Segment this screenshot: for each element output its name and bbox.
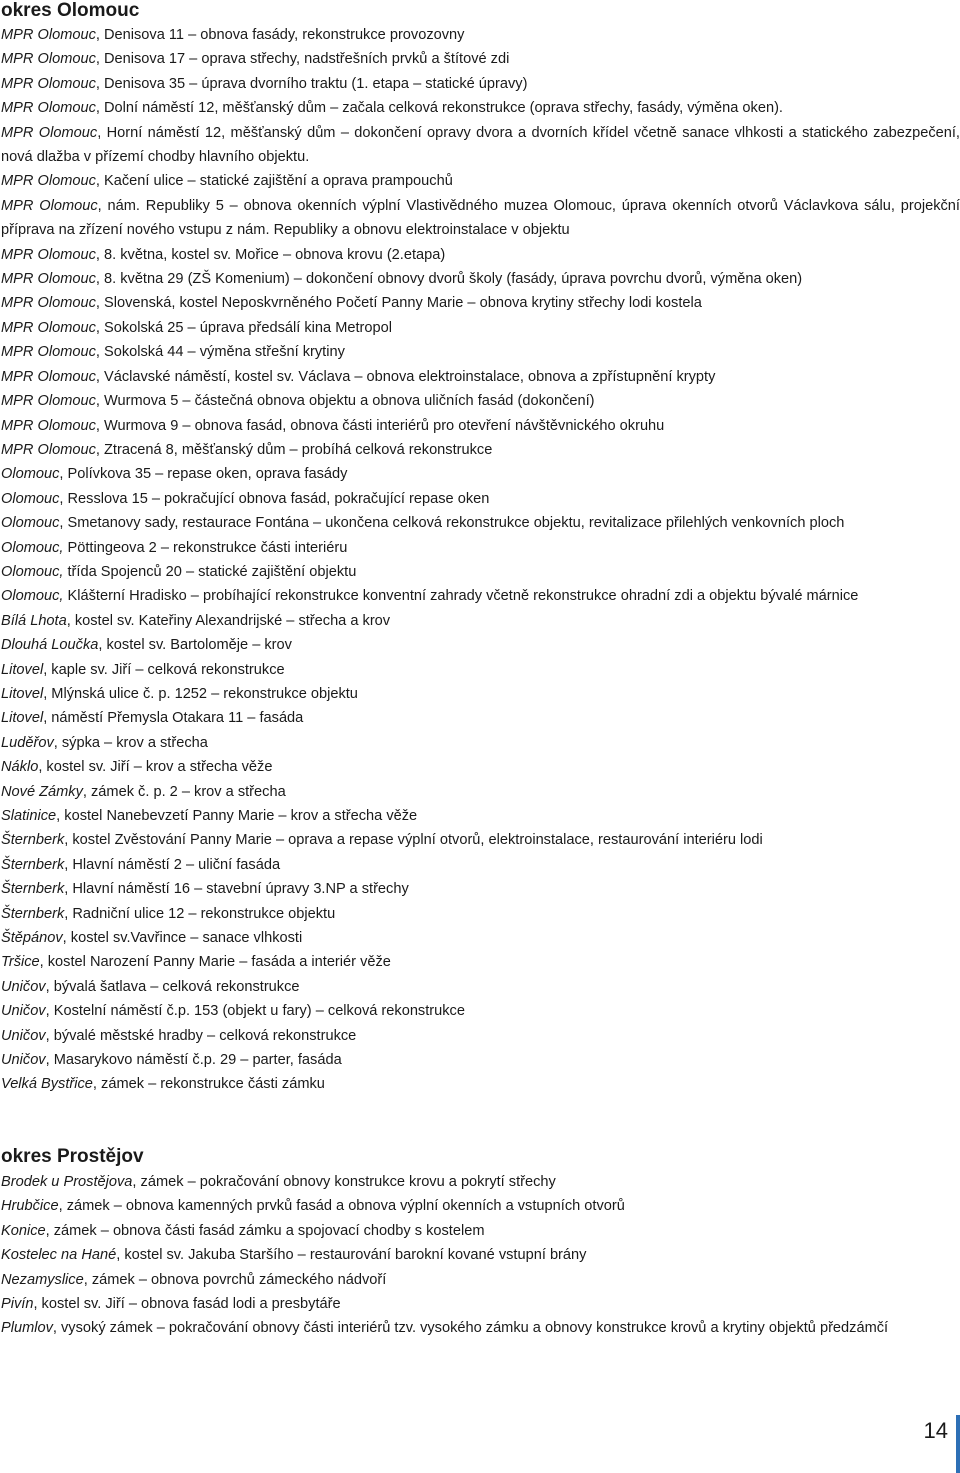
list-item	[0, 999, 960, 1023]
list-item	[0, 609, 960, 633]
entry-description: , Denisova 35 – úprava dvorního traktu (1. etapa – statické úpravy)	[95, 75, 528, 92]
list-item	[0, 47, 960, 71]
entry-place: Kostelec na Hané	[1, 1247, 117, 1264]
entry-description: , Denisova 11 – obnova fasády, rekonstrukce provozovny	[95, 27, 465, 43]
entry-place: Olomouc	[1, 515, 60, 532]
list-item	[0, 975, 960, 999]
entry-place: MPR Olomouc	[1, 51, 96, 68]
entry-description: , Sokolská 25 – úprava předsálí kina Metropol	[95, 319, 392, 336]
entry-place: Brodek u Prostějova	[1, 1174, 133, 1190]
entry-description: , Resslova 15 – pokračující obnova fasád, pokračující repase oken	[59, 490, 490, 507]
list-item	[0, 1048, 960, 1072]
entry-description: , kaple sv. Jiří – celková rekonstrukce	[43, 661, 285, 678]
entry-description: , Radniční ulice 12 – rekonstrukce objektu	[64, 905, 336, 922]
list-item	[0, 243, 960, 267]
entry-place: MPR Olomouc	[1, 197, 98, 214]
list-item	[0, 950, 960, 974]
entry-description: , Hlavní náměstí 16 – stavební úpravy 3.NP a střechy	[64, 881, 409, 898]
entry-place: MPR Olomouc	[1, 344, 96, 361]
list-item	[0, 365, 960, 389]
entry-list-prostejov	[0, 1170, 960, 1341]
list-item	[0, 633, 960, 657]
entry-description: , kostel sv. Jakuba Staršího – restaurování barokní kované vstupní brány	[116, 1247, 587, 1264]
entry-description: , Wurmova 9 – obnova fasád, obnova části interiérů pro otevření návštěvnického okruhu	[95, 417, 665, 434]
page-number: 14	[923, 1418, 948, 1443]
entry-place: MPR Olomouc	[1, 441, 96, 458]
entry-description: , kostel sv.Vavřince – sanace vlhkosti	[62, 930, 303, 947]
entry-description: , kostel sv. Bartoloměje – krov	[98, 637, 292, 654]
entry-place: Štěpánov	[1, 930, 63, 947]
entry-place: Šternberk	[1, 832, 65, 849]
entry-place: Náklo	[1, 759, 39, 776]
list-item	[0, 1268, 960, 1292]
list-item	[0, 1024, 960, 1048]
list-item	[0, 1219, 960, 1243]
entry-description: třída Spojenců 20 – statické zajištění objektu	[63, 563, 357, 580]
entry-description: , Václavské náměstí, kostel sv. Václava – obnova elektroinstalace, obnova a zpřístupnění krypty	[95, 368, 716, 385]
list-item	[0, 780, 960, 804]
entry-place: Uničov	[1, 1027, 46, 1044]
entry-place: Velká Bystřice	[1, 1076, 93, 1093]
list-item	[0, 389, 960, 413]
entry-description: , Smetanovy sady, restaurace Fontána – ukončena celková rekonstrukce objektu, revitalizace přilehlých venkovních ploch	[59, 515, 845, 532]
list-item	[0, 706, 960, 730]
entry-description: , Kačení ulice – statické zajištění a oprava prampouchů	[95, 173, 453, 190]
list-item	[0, 487, 960, 511]
list-item	[0, 291, 960, 315]
entry-place: MPR Olomouc	[1, 173, 96, 190]
entry-description: , Denisova 17 – oprava střechy, nadstřešních prvků a štítové zdi	[95, 51, 510, 68]
entry-description: , Wurmova 5 – částečná obnova objektu a obnova uličních fasád (dokončení)	[95, 393, 595, 410]
entry-place: MPR Olomouc	[1, 393, 96, 410]
list-item	[0, 121, 960, 170]
entry-place: MPR Olomouc	[1, 295, 96, 312]
entry-description: , bývalé městské hradby – celková rekonstrukce	[45, 1027, 357, 1044]
list-item	[0, 828, 960, 852]
entry-description: Klášterní Hradisko – probíhající rekonstrukce konventní zahrady včetně rekonstrukce ohradní zdi a objektu bývalé márnice	[63, 588, 859, 605]
list-item	[0, 96, 960, 120]
list-item	[0, 438, 960, 462]
entry-place: MPR Olomouc	[1, 75, 96, 92]
page-edge-rule	[956, 1415, 960, 1473]
entry-description: , kostel sv. Kateřiny Alexandrijské – střecha a krov	[66, 612, 391, 629]
entry-description: , Hlavní náměstí 2 – uliční fasáda	[64, 856, 281, 873]
entry-description: , zámek č. p. 2 – krov a střecha	[82, 783, 286, 800]
entry-description: , kostel sv. Jiří – krov a střecha věže	[38, 759, 273, 776]
list-item	[0, 511, 960, 535]
list-item	[0, 267, 960, 291]
entry-description: , Masarykovo náměstí č.p. 29 – parter, fasáda	[45, 1052, 342, 1069]
list-item	[0, 194, 960, 243]
list-item	[0, 316, 960, 340]
entry-description: , sýpka – krov a střecha	[53, 734, 208, 751]
section-heading-olomouc: okres Olomouc	[1, 0, 140, 21]
entry-place: Luděřov	[1, 734, 54, 751]
entry-description: , kostel Nanebevzetí Panny Marie – krov a střecha věže	[56, 808, 418, 824]
entry-description: , Slovenská, kostel Neposkvrněného Početí Panny Marie – obnova krytiny střechy lodi kostela	[95, 295, 702, 312]
list-item	[0, 804, 960, 828]
entry-description: , zámek – obnova povrchů zámeckého nádvoří	[83, 1271, 387, 1288]
list-item	[0, 536, 960, 560]
entry-description: , bývalá šatlava – celková rekonstrukce	[45, 978, 300, 995]
list-item	[0, 1243, 960, 1267]
list-item	[0, 1072, 960, 1096]
entry-place: Uničov	[1, 1052, 46, 1069]
list-item	[0, 853, 960, 877]
entry-place: Bílá Lhota	[1, 612, 67, 629]
entry-place: Konice	[1, 1222, 46, 1239]
section-heading-prostejov: okres Prostějov	[1, 1146, 144, 1167]
entry-place: Slatinice	[1, 808, 57, 824]
entry-description: , Sokolská 44 – výměna střešní krytiny	[95, 344, 345, 361]
entry-description: , kostel sv. Jiří – obnova fasád lodi a presbytáře	[33, 1296, 341, 1313]
entry-place: MPR Olomouc	[1, 100, 96, 117]
entry-description: , Kostelní náměstí č.p. 153 (objekt u fary) – celková rekonstrukce	[45, 1003, 465, 1020]
entry-place: Litovel	[1, 710, 44, 727]
entry-place: Hrubčice	[1, 1198, 59, 1215]
entry-list-olomouc	[0, 23, 960, 1097]
entry-place: Plumlov	[1, 1320, 53, 1337]
entry-place: Dlouhá Loučka	[1, 637, 99, 654]
entry-place: MPR Olomouc	[1, 417, 96, 434]
entry-description: , Mlýnská ulice č. p. 1252 – rekonstrukce objektu	[43, 685, 358, 702]
entry-description: , kostel Narození Panny Marie – fasáda a interiér věže	[39, 954, 391, 971]
list-item	[0, 340, 960, 364]
entry-description: , zámek – pokračování obnovy konstrukce krovu a pokrytí střechy	[132, 1174, 556, 1190]
entry-place: MPR Olomouc	[1, 124, 98, 141]
entry-description: , kostel Zvěstování Panny Marie – oprava a repase výplní otvorů, elektroinstalace, restaurování interiéru lodi	[64, 832, 763, 849]
entry-description: , Ztracená 8, měšťanský dům – probíhá celková rekonstrukce	[95, 441, 493, 458]
entry-description: , Horní náměstí 12, měšťanský dům – dokončení opravy dvora a dvorních křídel včetně sanace vlhkosti a statického zabezpečení, nová dlažba v přízemí chodby hlavního objektu.	[1, 124, 960, 166]
entry-description: , vysoký zámek – pokračování obnovy části interiérů tzv. vysokého zámku a obnovy konstrukce krovů a krytiny objektů předzámčí	[52, 1320, 889, 1337]
entry-place: Nezamyslice	[1, 1271, 84, 1288]
list-item	[0, 584, 960, 608]
entry-place: MPR Olomouc	[1, 246, 96, 263]
list-item	[0, 462, 960, 486]
entry-place: Pivín	[1, 1296, 34, 1313]
entry-place: Litovel	[1, 661, 44, 678]
entry-place: Litovel	[1, 685, 44, 702]
entry-description: , Polívkova 35 – repase oken, oprava fasády	[59, 466, 348, 483]
entry-place: Olomouc	[1, 490, 60, 507]
list-item	[0, 169, 960, 193]
list-item	[0, 902, 960, 926]
list-item	[0, 1292, 960, 1316]
entry-description: , náměstí Přemysla Otakara 11 – fasáda	[43, 710, 304, 727]
list-item	[0, 1170, 960, 1194]
entry-place: MPR Olomouc	[1, 271, 96, 288]
entry-place: Nové Zámky	[1, 783, 83, 800]
list-item	[0, 755, 960, 779]
entry-description: Pöttingeova 2 – rekonstrukce části interiéru	[63, 539, 348, 556]
entry-description: , zámek – obnova kamenných prvků fasád a obnova výplní okenních a vstupních otvorů	[58, 1198, 625, 1215]
list-item	[0, 1194, 960, 1218]
entry-place: Uničov	[1, 1003, 46, 1020]
entry-place: Uničov	[1, 978, 46, 995]
entry-place: Šternberk	[1, 881, 65, 898]
entry-description: , 8. května, kostel sv. Mořice – obnova krovu (2.etapa)	[95, 246, 446, 263]
entry-place: MPR Olomouc	[1, 368, 96, 385]
entry-place: Šternberk	[1, 905, 65, 922]
list-item	[0, 1316, 960, 1340]
entry-description: , zámek – rekonstrukce části zámku	[92, 1076, 325, 1093]
list-item	[0, 682, 960, 706]
entry-description: , nám. Republiky 5 – obnova okenních výplní Vlastivědného muzea Olomouc, úprava okenních otvorů Václavkova sálu, projekční příprava na zřízení nového vstupu z nám. Republiky a obnovu elektroinstalace v objektu	[1, 197, 960, 239]
entry-description: , 8. května 29 (ZŠ Komenium) – dokončení obnovy dvorů školy (fasády, úprava povrchu dvorů, výměna oken)	[95, 271, 803, 288]
entry-place: MPR Olomouc	[1, 27, 96, 43]
entry-description: , zámek – obnova části fasád zámku a spojovací chodby s kostelem	[45, 1222, 485, 1239]
list-item	[0, 560, 960, 584]
entry-place: Olomouc,	[1, 539, 64, 556]
entry-place: Olomouc,	[1, 588, 64, 605]
entry-place: Olomouc	[1, 466, 60, 483]
list-item	[0, 731, 960, 755]
list-item	[0, 23, 960, 47]
list-item	[0, 926, 960, 950]
entry-place: Tršice	[1, 954, 40, 971]
entry-description: , Dolní náměstí 12, měšťanský dům – začala celková rekonstrukce (oprava střechy, fasády, výměna oken).	[95, 100, 783, 117]
list-item	[0, 658, 960, 682]
entry-place: Šternberk	[1, 856, 65, 873]
list-item	[0, 72, 960, 96]
entry-place: Olomouc,	[1, 563, 64, 580]
list-item	[0, 414, 960, 438]
entry-place: MPR Olomouc	[1, 319, 96, 336]
list-item	[0, 877, 960, 901]
